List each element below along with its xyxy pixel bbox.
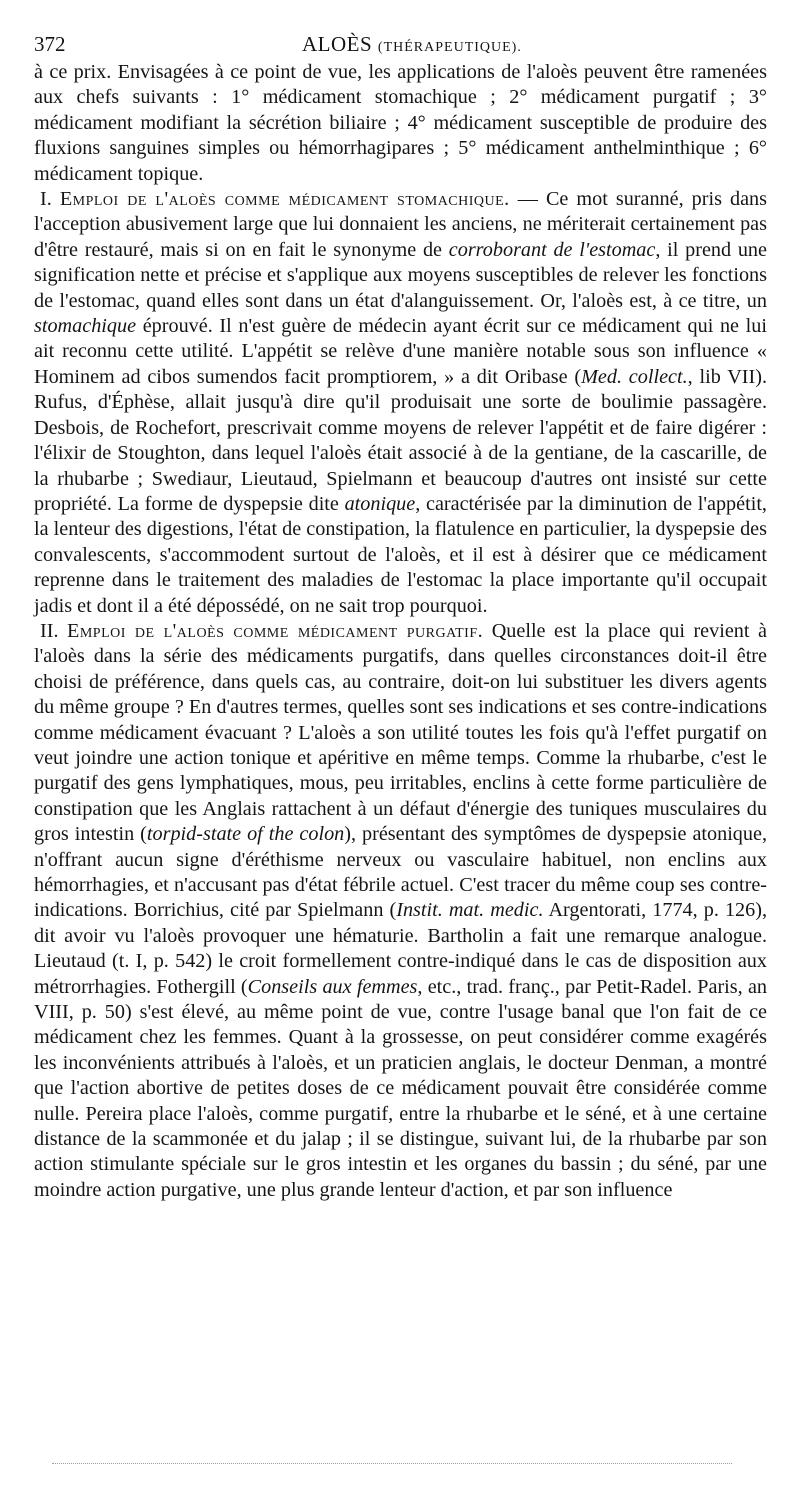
italic-citation: Instit. mat. medic. [396,899,544,922]
italic-term: corroborant de l'estomac [448,238,656,261]
section-number: II. [40,619,59,642]
paragraph-text: , lib VII). Rufus, d'Éphèse, allait jusqu'à dire qu'il produisait une sorte de boulimie passagère. Desbois, de Rochefort, prescrivait comme moyens de relever l'appétit et de faire digérer : l'élixir de Stoughton, dans lequel l'aloès était associé à de la gentiane, de la cascarille, de la rhubarbe ; Swediaur, Lieutaud, Spielmann et beaucoup d'autres ont insisté sur cette propriété. La forme de dyspepsie dite [34,365,767,515]
paragraph-text: — Ce mot suranné, pris dans l'acception abusivement large que lui donnaient les anciens, ne mériterait certainement pas d'être restauré, mais si on en fait le synonyme de [34,188,767,261]
section-number: I. [40,188,52,211]
italic-term: atonique [344,492,416,515]
page-number: 372 [34,32,66,56]
paragraph-text: Quelle est la place qui revient à l'aloès dans la série des médicaments purgatifs, dans quelles circonstances doit-il être choisi de préférence, dans quels cas, au contraire, doit-on lui substituer les divers agents du même groupe ? En d'autres termes, quelles sont ses indications et ses contre-indications comme médicament évacuant ? L'aloès a son utilité toutes les fois qu'à l'effet purgatif on veut joindre une action tonique et apéritive en même temps. Comme la rhubarbe, c'est le purgatif des gens lymphatiques, mous, peu irritables, enclins à cette forme particulière de constipation que les Anglais rattachent à un défaut d'énergie des tuniques musculaires du gros intestin ( [34,619,767,846]
running-title-sub: (THÉRAPEUTIQUE). [377,40,522,55]
paragraph-stomachique [34,187,767,619]
running-title [302,32,522,57]
running-title-main: ALOÈS [302,32,373,56]
paragraph-text: ), présentant des symptômes de dyspepsie atonique, n'offrant aucun signe d'éréthisme nerveux ou vasculaire habituel, non enclins aux hémorrhagies, et n'accusant pas d'état fébrile actuel. C'est tracer du même coup ses contre-indications. Borrichius, cité par Spielmann ( [34,823,768,922]
section-heading: Emploi de l'aloès comme médicament stomachique. [59,188,510,211]
italic-citation: Med. collect. [581,365,688,388]
paragraph-text: , caractérisée par la diminution de l'appétit, la lenteur des digestions, l'état de constipation, la flatulence en particulier, la dyspepsie des convalescents, s'accommodent surtout de l'aloès, et il est à désirer que ce médicament reprenne dans le traitement des maladies de l'estomac la place importante qu'il occupait jadis et dont il a été dépossédé, on ne sait trop pourquoi. [34,492,767,617]
paragraph-text: , etc., trad. franç., par Petit-Radel. Paris, an VIII, p. 50) s'est élevé, au même point de vue, contre l'usage banal que l'on fait de ce médicament chez les femmes. Quant à la grossesse, on peut considérer comme exagérés les inconvénients attribués à l'aloès, et un praticien anglais, le docteur Denman, a montré que l'action abortive de petites doses de ce médicament pouvait être considérée comme nulle. Pereira place l'aloès, comme purgatif, entre la rhubarbe et le séné, et à une certaine distance de la scammonée et du jalap ; il se distingue, suivant lui, de la rhubarbe par son action stimulante spéciale sur le gros intestin et les organes du bassin ; du séné, par une moindre action purgative, une plus grande lenteur d'action, et par son influence [34,975,767,1201]
book-page [34,28,767,1203]
paragraph-text: éprouvé. Il n'est guère de médecin ayant écrit sur ce médicament qui ne lui ait reconnu cette utilité. L'appétit se relève d'une manière notable sous son influence « Hominem ad cibos sumendos facit promptiorem, » a dit Oribase ( [34,315,767,388]
paragraph-intro: à ce prix. Envisagées à ce point de vue, les applications de l'aloès peuvent être ramenées aux chefs suivants : 1° médicament stomachique ; 2° médicament purgatif ; 3° médicament modifiant la sécrétion biliaire ; 4° médicament susceptible de produire des fluxions sanguines simples ou hémorrhagipares ; 5° médicament anthelminthique ; 6° médicament topique. [34,61,767,185]
paragraph-purgatif [34,619,767,1203]
section-heading: Emploi de l'aloès comme médicament purgatif. [67,619,484,642]
running-header [34,28,767,60]
italic-term: torpid-state of the colon [146,823,345,846]
footer-dotted-rule [52,1463,732,1464]
paragraph-text: Argentorati, 1774, p. 126), dit avoir vu l'aloès provoquer une hématurie. Bartholin a fait une remarque analogue. Lieutaud (t. I, p. 542) le croit formellement contre-indiqué dans le cas de disposition aux métrorrhagies. Fothergill ( [34,899,767,998]
italic-term: stomachique [34,315,137,338]
paragraph-text: , il prend une signification nette et précise et s'applique aux moyens susceptibles de relever les fonctions de l'estomac, quand elles sont dans un état d'alanguissement. Or, l'aloès est, à ce titre, un [34,238,767,312]
italic-citation: Conseils aux femmes [247,975,418,998]
